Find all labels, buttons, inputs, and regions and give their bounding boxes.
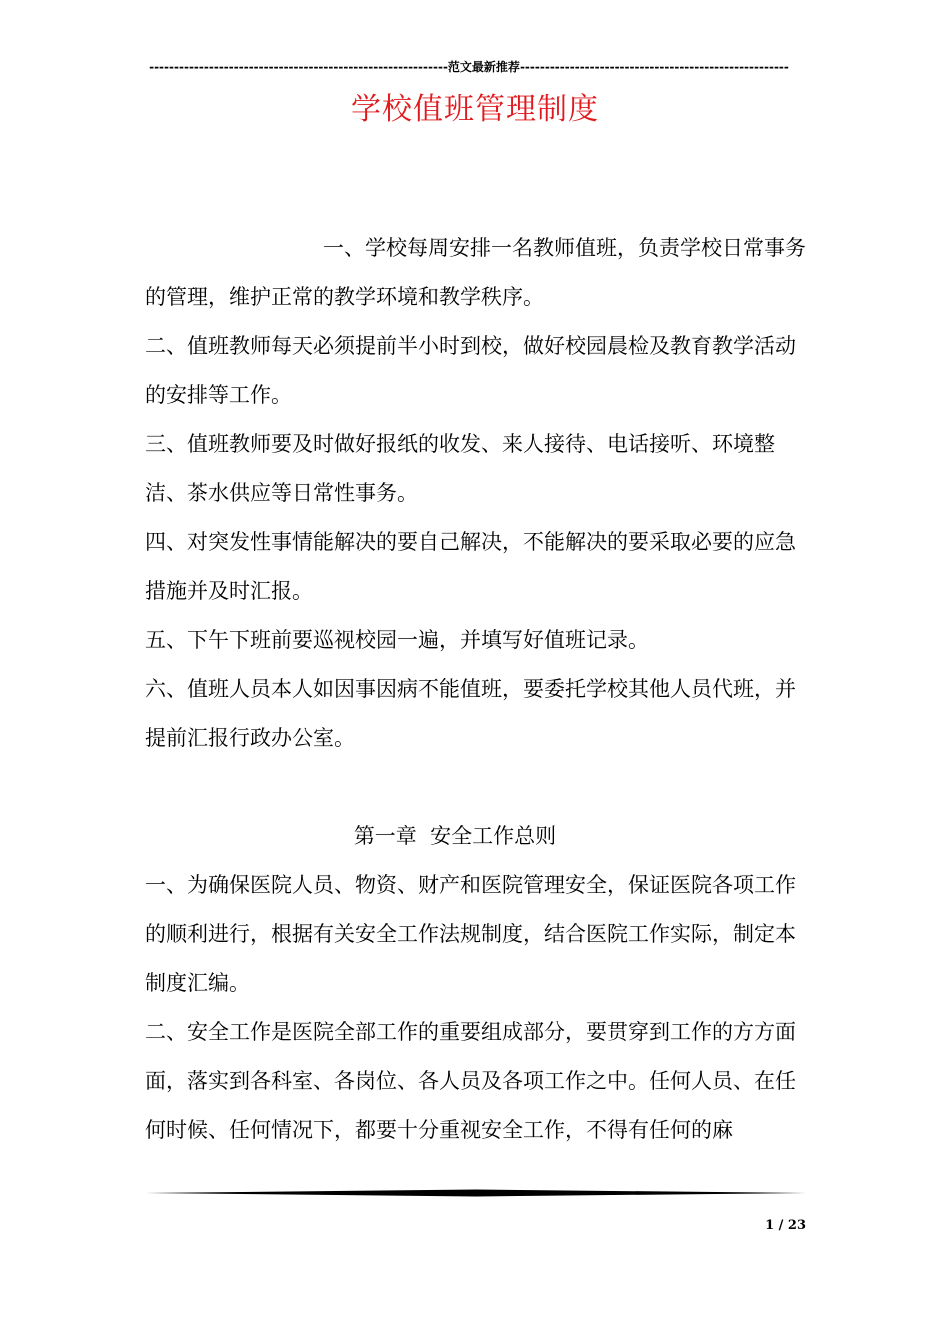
header-label: 范文最新推荐 bbox=[447, 60, 520, 74]
paragraph-2: 二、值班教师每天必须提前半小时到校，做好校园晨检及教育教学活动的安排等工作。 bbox=[145, 334, 796, 407]
header-left-dashes: ------------------------------------------------------------ bbox=[149, 60, 448, 74]
paragraph-6: 六、值班人员本人如因事因病不能值班，要委托学校其他人员代班，并提前汇报行政办公室。 bbox=[145, 677, 796, 750]
chapter-paragraph-1: 一、为确保医院人员、物资、财产和医院管理安全，保证医院各项工作的顺利进行，根据有关安全工作法规制度，结合医院工作实际，制定本制度汇编。 bbox=[145, 873, 796, 995]
paragraph-5: 五、下午下班前要巡视校园一遍，并填写好值班记录。 bbox=[145, 628, 649, 652]
paragraph-3: 三、值班教师要及时做好报纸的收发、来人接待、电话接听、环境整洁、茶水供应等日常性事务。 bbox=[145, 432, 775, 505]
header-right-dashes: ------------------------------------------------------ bbox=[519, 60, 789, 74]
paragraph-4: 四、对突发性事情能解决的要自己解决，不能解决的要采取必要的应急措施并及时汇报。 bbox=[145, 530, 796, 603]
document-body bbox=[145, 224, 813, 1155]
document-title: 学校值班管理制度 bbox=[351, 92, 599, 127]
paragraph-1: 一、学校每周安排一名教师值班，负责学校日常事务的管理，维护正常的教学环境和教学秩序。 bbox=[145, 236, 806, 309]
page-header bbox=[146, 58, 792, 76]
page-number: 1 / 23 bbox=[765, 1218, 806, 1233]
chapter-title: 第一章 安全工作总则 bbox=[353, 824, 557, 848]
footer-rule bbox=[146, 1189, 806, 1197]
chapter-paragraph-2: 二、安全工作是医院全部工作的重要组成部分，要贯穿到工作的方方面面，落实到各科室、各岗位、各人员及各项工作之中。任何人员、在任何时候、任何情况下，都要十分重视安全工作，不得有任何的麻 bbox=[145, 1020, 796, 1142]
